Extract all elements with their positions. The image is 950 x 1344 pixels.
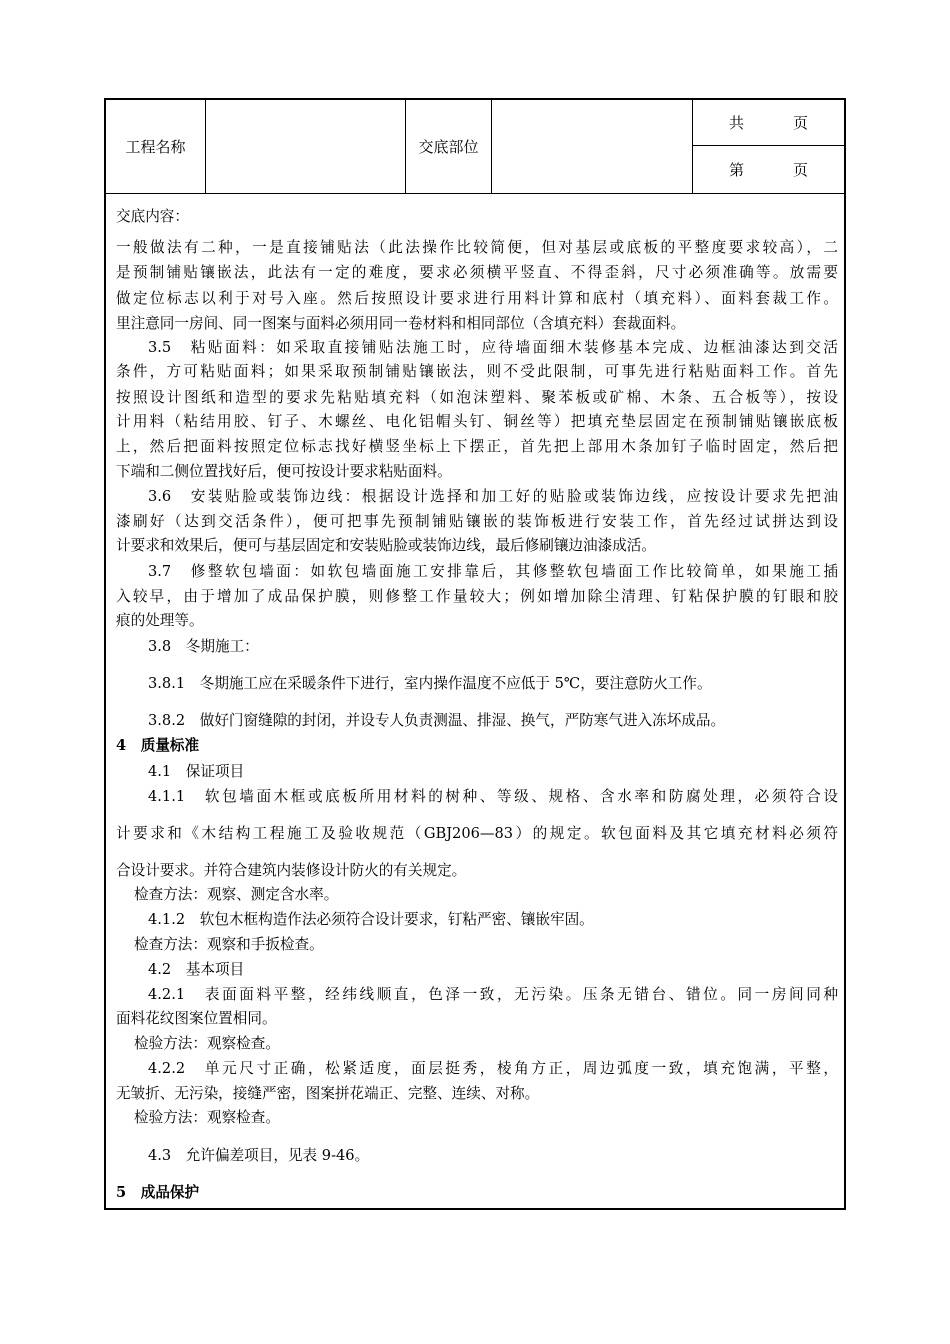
check-method: 检验方法：观察检查。	[134, 1109, 280, 1126]
check-method: 检验方法：观察检查。	[134, 1035, 280, 1052]
section-3-7: 3.7 修整软包墙面：如软包墙面施工安排靠后，其修整软包墙面工作比较简单，如果施工插	[148, 563, 838, 580]
check-method: 检查方法：观察和手扳检查。	[134, 936, 324, 953]
section-4-1-1: 4.1.1 软包墙面木框或底板所用材料的树种、等级、规格、含水率和防腐处理，必须符合设	[148, 788, 838, 805]
section-4-3: 4.3 允许偏差项目，见表 9-46。	[148, 1147, 370, 1164]
form-header	[106, 100, 844, 194]
page-unit: 页	[792, 161, 808, 179]
paragraph-line: 条件，方可粘贴面料；如果采取预制铺贴镶嵌法，则不受此限制，可事先进行粘贴面料工作。首先	[116, 363, 838, 380]
page-label: 第	[729, 161, 745, 179]
section-4-2-1: 4.2.1 表面面料平整，经纬线顺直，色泽一致，无污染。压条无错台、错位。同一房间同种	[148, 986, 838, 1003]
paragraph-line: 下端和二侧位置找好后，便可按设计要求粘贴面料。	[116, 463, 452, 480]
check-method: 检查方法：观察、测定含水率。	[134, 886, 339, 903]
section-3-8-2: 3.8.2 做好门窗缝隙的封闭，并设专人负责测温、排湿、换气，严防寒气进入冻坏成品。	[148, 712, 726, 729]
section-5-heading: 5 成品保护	[116, 1184, 200, 1201]
paragraph-line: 做定位标志以利于对号入座。然后按照设计要求进行用料计算和底村（填充料）、面料套裁工作。	[116, 290, 838, 307]
paragraph-line: 漆刷好（达到交活条件），便可把事先预制铺贴镶嵌的装饰板进行安装工作，首先经过试拼达到设	[116, 513, 838, 530]
paragraph-line: 面料花纹图案位置相同。	[116, 1010, 277, 1027]
paragraph-line: 计要求和《木结构工程施工及验收规范（GBJ206—83）的规定。软包面料及其它填充材料必须符	[116, 825, 838, 842]
section-3-8-1: 3.8.1 冬期施工应在采暖条件下进行，室内操作温度不应低于 5℃，要注意防火工作。	[148, 675, 712, 692]
location-label: 交底部位	[406, 100, 492, 193]
page-number	[693, 146, 844, 193]
section-4-2: 4.2 基本项目	[148, 961, 245, 978]
total-unit: 页	[792, 114, 808, 132]
content-title: 交底内容：	[116, 208, 189, 225]
total-pages	[693, 100, 844, 146]
total-label: 共	[729, 114, 745, 132]
paragraph-line: 计要求和效果后，便可与基层固定和安装贴脸或装饰边线，最后修刷镶边油漆成活。	[116, 537, 656, 554]
section-4-1-2: 4.1.2 软包木框构造作法必须符合设计要求，钉粘严密、镶嵌牢固。	[148, 911, 594, 928]
project-name-value	[206, 100, 406, 193]
section-3-6: 3.6 安装贴脸或装饰边线：根据设计选择和加工好的贴脸或装饰边线，应按设计要求先把油	[148, 488, 838, 505]
section-4-1: 4.1 保证项目	[148, 763, 245, 780]
section-4-heading: 4 质量标准	[116, 737, 200, 754]
section-3-8: 3.8 冬期施工：	[148, 638, 259, 655]
project-name-label: 工程名称	[106, 100, 206, 193]
paragraph-line: 一般做法有二种，一是直接铺贴法（此法操作比较简便，但对基层或底板的平整度要求较高），二	[116, 239, 838, 256]
paragraph-line: 按照设计图纸和造型的要求先粘贴填充料（如泡沫塑料、聚苯板或矿棉、木条、五合板等），按设	[116, 389, 838, 406]
paragraph-line: 是预制铺贴镶嵌法，此法有一定的难度，要求必须横平竖直、不得歪斜，尺寸必须准确等。放需要	[116, 264, 838, 281]
section-4-2-2: 4.2.2 单元尺寸正确，松紧适度，面层挺秀，棱角方正，周边弧度一致，填充饱满，平整，	[148, 1060, 838, 1077]
paragraph-line: 计用料（粘结用胶、钉子、木螺丝、电化铝帽头钉、铜丝等）把填充垫层固定在预制铺贴镶嵌底板	[116, 413, 838, 430]
paragraph-line: 入较早，由于增加了成品保护膜，则修整工作量较大；例如增加除尘清理、钉粘保护膜的钉眼和胶	[116, 588, 838, 605]
paragraph-line: 上，然后把面料按照定位标志找好横竖坐标上下摆正，首先把上部用木条加钉子临时固定，然后把	[116, 438, 838, 455]
location-value	[492, 100, 693, 193]
paragraph-line: 痕的处理等。	[116, 612, 204, 629]
technical-disclosure-form	[104, 98, 846, 1210]
paragraph-line: 合设计要求。并符合建筑内装修设计防火的有关规定。	[116, 862, 467, 879]
section-3-5: 3.5 粘贴面料：如采取直接铺贴法施工时，应待墙面细木装修基本完成、边框油漆达到交活	[148, 339, 838, 356]
paragraph-line: 无皱折、无污染，接缝严密，图案拼花端正、完整、连续、对称。	[116, 1085, 540, 1102]
paragraph-line: 里注意同一房间、同一图案与面料必须用同一卷材料和相同部位（含填充料）套裁面料。	[116, 315, 686, 332]
